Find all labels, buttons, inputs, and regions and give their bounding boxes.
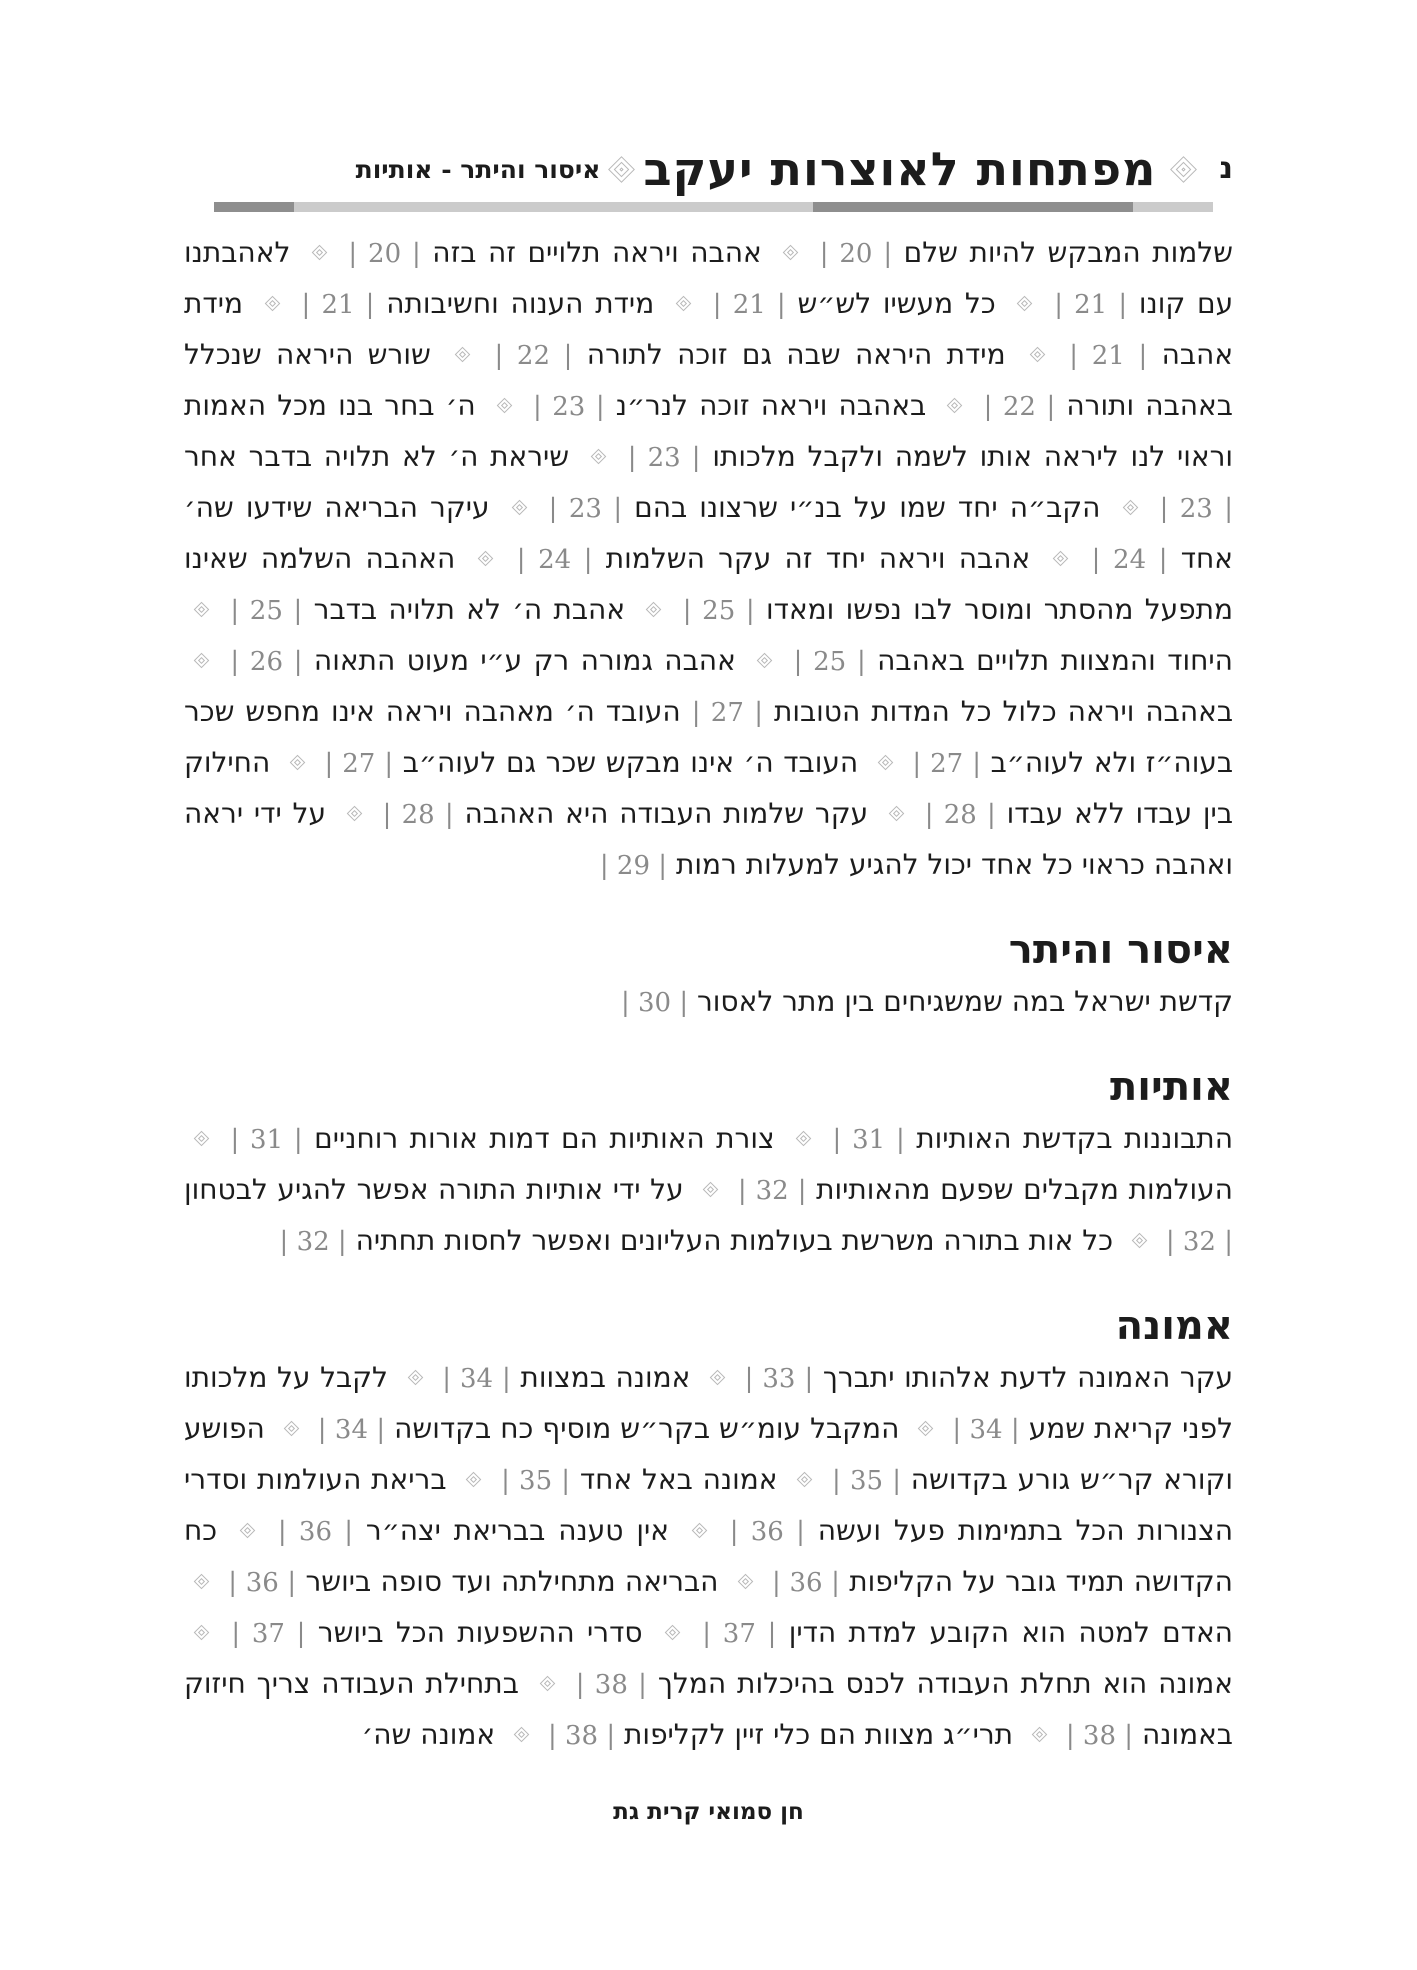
index-entry-text: באהבה ויראה זוכה לנר״נ <box>615 389 927 422</box>
footer-stamp: חן סמואי קרית גת <box>613 1798 804 1825</box>
index-entry-text: על ידי אותיות התורה אפשר להגיע לבטחון <box>184 1173 684 1206</box>
diamond-separator-icon <box>194 1574 210 1590</box>
page-ref: | 36 | <box>228 1568 297 1598</box>
diamond-separator-icon <box>240 1523 256 1539</box>
page-ref: | 33 | <box>744 1364 814 1394</box>
diamond-separator-icon <box>466 1472 482 1488</box>
diamond-separator-icon <box>737 1574 753 1590</box>
index-paragraph <box>184 228 1233 891</box>
diamond-ornament-icon <box>609 156 636 183</box>
section-heading: איסור והיתר <box>1008 926 1233 973</box>
page-ref: | 35 | <box>832 1466 901 1496</box>
diamond-separator-icon <box>1122 500 1138 516</box>
index-entry-text: בתחילת העבודה צריך חיזוק באמונה <box>184 1667 1233 1751</box>
page-ref: | 23 | <box>1159 494 1234 524</box>
page-ref: | 36 | <box>772 1568 840 1598</box>
diamond-separator-icon <box>1017 296 1033 312</box>
diamond-separator-icon <box>194 602 210 618</box>
page-ref: | 20 | <box>348 239 421 269</box>
index-entry-text: עקר האמונה לדעת אלהותו יתברך <box>822 1361 1234 1394</box>
diamond-separator-icon <box>312 245 328 261</box>
diamond-separator-icon <box>591 449 607 465</box>
index-paragraph <box>184 1353 1233 1761</box>
index-entry-text: אמונה שה׳ <box>361 1718 496 1751</box>
page-ref: | 23 | <box>548 494 623 524</box>
index-entry-text: העובד ה׳ מאהבה ויראה אינו מחפש שכר בעוה״ז ולא לעוה״ב <box>184 695 1234 779</box>
page-ref: | 21 | <box>1054 290 1128 320</box>
diamond-separator-icon <box>194 1625 210 1641</box>
page-ref: | 22 | <box>983 392 1056 422</box>
page-ref: | 25 | <box>682 596 755 626</box>
diamond-separator-icon <box>918 1421 934 1437</box>
page-ref: | 26 | <box>230 647 303 677</box>
diamond-separator-icon <box>264 296 280 312</box>
page-ref: | 32 | <box>1165 1227 1233 1257</box>
diamond-separator-icon <box>646 602 662 618</box>
diamond-ornament-icon <box>1170 156 1197 183</box>
index-entry-text: העובד ה׳ אינו מבקש שכר גם לעוה״ב <box>402 746 859 779</box>
page-ref: | 23 | <box>627 443 701 473</box>
index-entry-text: על ידי יראה ואהבה כראוי כל אחד יכול להגיע למעלות רמות <box>184 797 1233 881</box>
index-entry-text: העולמות מקבלים שפעם מהאותיות <box>816 1173 1233 1206</box>
page-content <box>184 0 1233 1761</box>
index-entry-text: ה׳ בחר בנו מכל האמות וראוי לנו ליראה אותו לשמה ולקבל מלכותו <box>184 389 1234 473</box>
page-ref: | 27 | <box>912 749 981 779</box>
diamond-separator-icon <box>797 1472 813 1488</box>
page-ref: | 21 | <box>712 290 786 320</box>
diamond-separator-icon <box>194 1131 210 1147</box>
diamond-separator-icon <box>1132 1233 1148 1249</box>
page-ref: | 34 | <box>952 1415 1020 1445</box>
diamond-separator-icon <box>676 296 692 312</box>
page-ref: | 38 | <box>1065 1721 1134 1751</box>
diamond-separator-icon <box>1030 347 1046 363</box>
index-entry-text: כל אות בתורה משרשת בעולמות העליונים ואפשר לחסות תחתיה <box>355 1224 1114 1257</box>
diamond-separator-icon <box>347 806 363 822</box>
section-heading: אותיות <box>1109 1063 1233 1110</box>
rule-segment <box>813 202 1133 212</box>
diamond-separator-icon <box>284 1421 300 1437</box>
page-ref: | 35 | <box>501 1466 571 1496</box>
index-entry-text: היחוד והמצוות תלויים באהבה <box>877 644 1233 677</box>
index-entry-text: התבוננות בקדשת האותיות <box>916 1122 1233 1155</box>
page-ref: | 27 | <box>324 749 394 779</box>
page-subtitle: איסור והיתר - אותיות <box>355 154 601 184</box>
diamond-separator-icon <box>540 1676 556 1692</box>
diamond-separator-icon <box>194 653 210 669</box>
diamond-separator-icon <box>407 1370 423 1386</box>
index-entry-text: המקבל עומ״ש בקר״ש מוסיף כח בקדושה <box>394 1412 900 1445</box>
index-entry-text: עיקר הבריאה שידעו שה׳ אחד <box>184 491 1234 575</box>
index-entry-text: אהבת ה׳ לא תלויה בדבר <box>313 593 626 626</box>
index-entry-text: צורת האותיות הם דמות אורות רוחניים <box>314 1122 775 1155</box>
diamond-separator-icon <box>497 398 513 414</box>
section-heading: אמונה <box>1115 1302 1233 1349</box>
index-entry-text: שלמות המבקש להיות שלם <box>903 236 1233 269</box>
diamond-separator-icon <box>757 653 773 669</box>
diamond-separator-icon <box>665 1625 681 1641</box>
index-paragraph <box>184 977 1233 1028</box>
page-ref: | 25 | <box>230 596 303 626</box>
page-ref: | 38 | <box>547 1721 616 1751</box>
page-number-letter: נ <box>1219 151 1233 186</box>
index-entry-text: אהבה ויראה תלויים זה בזה <box>432 236 762 269</box>
index-entry-text: אין טענה בבריאת יצה״ר <box>365 1514 669 1547</box>
page-ref: | 32 | <box>737 1176 807 1206</box>
diamond-separator-icon <box>710 1370 726 1386</box>
index-entry-text: אהבה ויראה יחד זה עקר השלמות <box>605 542 1031 575</box>
page-ref: | 36 | <box>729 1517 805 1547</box>
diamond-separator-icon <box>514 1727 530 1743</box>
rule-segment <box>214 202 294 212</box>
page-title: מפתחות לאוצרות יעקב <box>643 142 1157 196</box>
diamond-separator-icon <box>783 245 799 261</box>
page-ref: | 27 | <box>691 698 763 728</box>
index-entry-text: עקר שלמות העבודה היא האהבה <box>464 797 869 830</box>
index-entry-text: סדרי ההשפעות הכל ביושר <box>317 1616 643 1649</box>
page-ref: | 24 | <box>516 545 593 575</box>
diamond-separator-icon <box>947 398 963 414</box>
page-ref: | 28 | <box>382 800 454 830</box>
page-ref: | 31 | <box>230 1125 303 1155</box>
index-entry-text: בריאת העולמות וסדרי הצנורות הכל בתמימות פעל ועשה <box>184 1463 1233 1547</box>
diamond-separator-icon <box>455 347 471 363</box>
index-entry-text: לאהבתנו עם קונו <box>184 236 1234 320</box>
page-ref: | 34 | <box>442 1364 511 1394</box>
page-ref: | 20 | <box>819 239 893 269</box>
page-ref: | 38 | <box>575 1670 647 1700</box>
page-header <box>184 142 1233 196</box>
index-entry-text: תרי״ג מצוות הם כלי זיין לקליפות <box>624 1718 1014 1751</box>
index-entry-text: מידת היראה שבה גם זוכה לתורה <box>586 338 1006 371</box>
diamond-separator-icon <box>796 1131 812 1147</box>
index-entry-text: האהבה השלמה שאינו מתפעל מהסתר ומוסר לבו נפשו ומאדו <box>184 542 1234 626</box>
page-ref: | 37 | <box>231 1619 306 1649</box>
diamond-separator-icon <box>889 806 905 822</box>
index-entry-text: באהבה ויראה כלול כל המדות הטובות <box>773 695 1234 728</box>
index-entry-text: מידת אהבה <box>184 287 1234 371</box>
index-entry-text: אמונה במצוות <box>520 1361 691 1394</box>
index-entry-text: אמונה הוא תחלת העבודה לכנס בהיכלות המלך <box>657 1667 1233 1700</box>
index-entry-text: האדם למטה הוא הקובע למדת הדין <box>788 1616 1233 1649</box>
page-ref: | 21 | <box>1069 341 1148 371</box>
diamond-separator-icon <box>290 755 306 771</box>
diamond-separator-icon <box>1032 1727 1048 1743</box>
page-ref: | 36 | <box>277 1517 354 1547</box>
diamond-separator-icon <box>703 1182 719 1198</box>
diamond-separator-icon <box>511 500 527 516</box>
index-entry-text: כל מעשיו לש״ש <box>797 287 996 320</box>
index-entry-text: אהבה גמורה רק ע״י מעוט התאוה <box>313 644 736 677</box>
page-ref: | 25 | <box>793 647 866 677</box>
page-ref: | 37 | <box>702 1619 777 1649</box>
page-ref: | 34 | <box>317 1415 386 1445</box>
page-ref: | 29 | <box>599 851 668 881</box>
index-entry-text: מידת הענוה וחשיבותה <box>386 287 655 320</box>
index-entry-text: הפושע וקורא קר״ש גורע בקדושה <box>184 1412 1233 1496</box>
page-ref: | 22 | <box>494 341 573 371</box>
index-entry-text: לקבל על מלכותו לפני קריאת שמע <box>184 1361 1233 1445</box>
page-ref: | 31 | <box>832 1125 905 1155</box>
header-rule <box>214 202 1213 212</box>
rule-segment <box>1133 202 1213 212</box>
index-entry-text: שורש היראה שנכלל באהבה ותורה <box>184 338 1233 422</box>
index-entry-text: הבריאה מתחילתה ועד סופה ביושר <box>305 1565 719 1598</box>
rule-segment <box>294 202 813 212</box>
diamond-separator-icon <box>1053 551 1069 567</box>
index-entry-text: קדשת ישראל במה שמשגיחים בין מתר לאסור <box>697 985 1233 1018</box>
page-ref: | 28 | <box>924 800 996 830</box>
index-sections <box>184 228 1233 1761</box>
diamond-separator-icon <box>478 551 494 567</box>
index-entry-text: אמונה באל אחד <box>579 1463 778 1496</box>
page-ref: | 30 | <box>620 988 689 1018</box>
index-entry-text: כח הקדושה תמיד גובר על הקליפות <box>184 1514 1233 1598</box>
index-paragraph <box>184 1114 1233 1267</box>
page-ref: | 23 | <box>532 392 605 422</box>
index-entry-text: שיראת ה׳ לא תלויה בדבר אחר <box>184 440 570 473</box>
diamond-separator-icon <box>877 755 893 771</box>
page-ref: | 24 | <box>1091 545 1168 575</box>
page-ref: | 32 | <box>279 1227 347 1257</box>
index-entry-text: החילוק בין עבדו ללא עבדו <box>184 746 1234 830</box>
page-ref: | 21 | <box>301 290 375 320</box>
diamond-separator-icon <box>692 1523 708 1539</box>
index-entry-text: הקב״ה יחד שמו על בנ״י שרצונו בהם <box>634 491 1101 524</box>
